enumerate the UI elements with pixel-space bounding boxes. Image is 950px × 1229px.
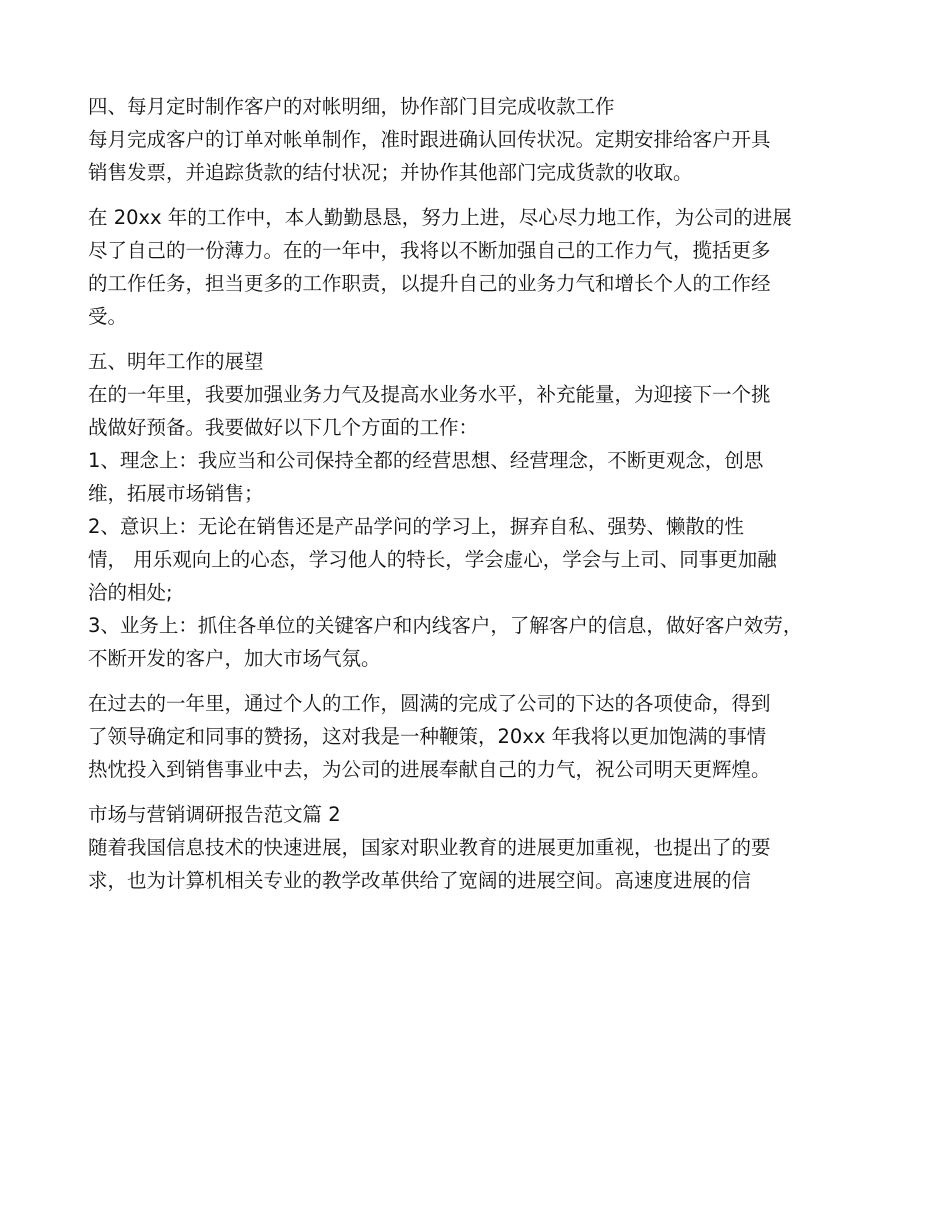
paragraph-gap [88,189,888,201]
section-article-2 [88,798,888,897]
paragraph-line: 销售发票，并追踪货款的结付状况；并协作其他部门完成货款的收取。 [88,161,693,184]
paragraph-line: 尽了自己的一份薄力。在的一年中，我将以不断加强自己的工作力气，揽括更多 [88,239,771,262]
paragraph-gap [88,675,888,687]
paragraph-line: 热忱投入到销售事业中去，为公司的进展奉献自己的力气，祝公司明天更辉煌。 [88,758,771,781]
list-item-line: 2、意识上：无论在销售还是产品学问的学习上，摒弃自私、强势、懒散的性 [88,515,744,538]
section-heading: 四、每月定时制作客户的对帐明细，协作部门目完成收款工作 [88,95,615,118]
paragraph-work-summary [88,201,888,333]
section-heading: 五、明年工作的展望 [88,350,264,373]
paragraph-line: 在的一年里，我要加强业务力气及提高水业务水平，补充能量，为迎接下一个挑 [88,383,771,406]
paragraph-line: 了领导确定和同事的赞扬，这对我是一种鞭策，20xx 年我将以更加饱满的事情 [88,725,767,748]
list-item-line: 洽的相处; [88,581,173,604]
paragraph-line: 的工作任务，担当更多的工作职责，以提升自己的业务力气和增长个人的工作经 [88,272,771,295]
list-item-line: 维，拓展市场销售； [88,482,264,505]
paragraph-line: 每月完成客户的订单对帐单制作，准时跟进确认回传状况。定期安排给客户开具 [88,128,771,151]
paragraph-past-year [88,687,888,786]
paragraph-line: 随着我国信息技术的快速进展，国家对职业教育的进展更加重视，也提出了的要 [88,836,771,859]
paragraph-gap [88,333,888,345]
paragraph-line: 求，也为计算机相关专业的教学改革供给了宽阔的进展空间。高速度进展的信 [88,869,752,892]
list-item-line: 1、理念上：我应当和公司保持全都的经营思想、经营理念，不断更观念，创思 [88,449,764,472]
paragraph-line: 战做好预备。我要做好以下几个方面的工作： [88,416,479,439]
section-next-year-outlook [88,345,888,675]
section-monthly-reconciliation [88,90,888,189]
list-item-line: 不断开发的客户，加大市场气氛。 [88,647,381,670]
paragraph-line: 在过去的一年里，通过个人的工作，圆满的完成了公司的下达的各项使命，得到 [88,692,771,715]
document-page [88,90,888,897]
paragraph-line: 受。 [88,305,128,328]
list-item-line: 3、业务上：抓住各单位的关键客户和内线客户，了解客户的信息，做好客户效劳， [88,614,803,637]
paragraph-line: 在 20xx 年的工作中，本人勤勤恳恳，努力上进，尽心尽力地工作，为公司的进展 [88,206,792,229]
paragraph-gap [88,786,888,798]
article-title: 市场与营销调研报告范文篇 2 [88,803,341,826]
list-item-line: 情， 用乐观向上的心态，学习他人的特长，学会虚心，学会与上司、同事更加融 [88,548,777,571]
